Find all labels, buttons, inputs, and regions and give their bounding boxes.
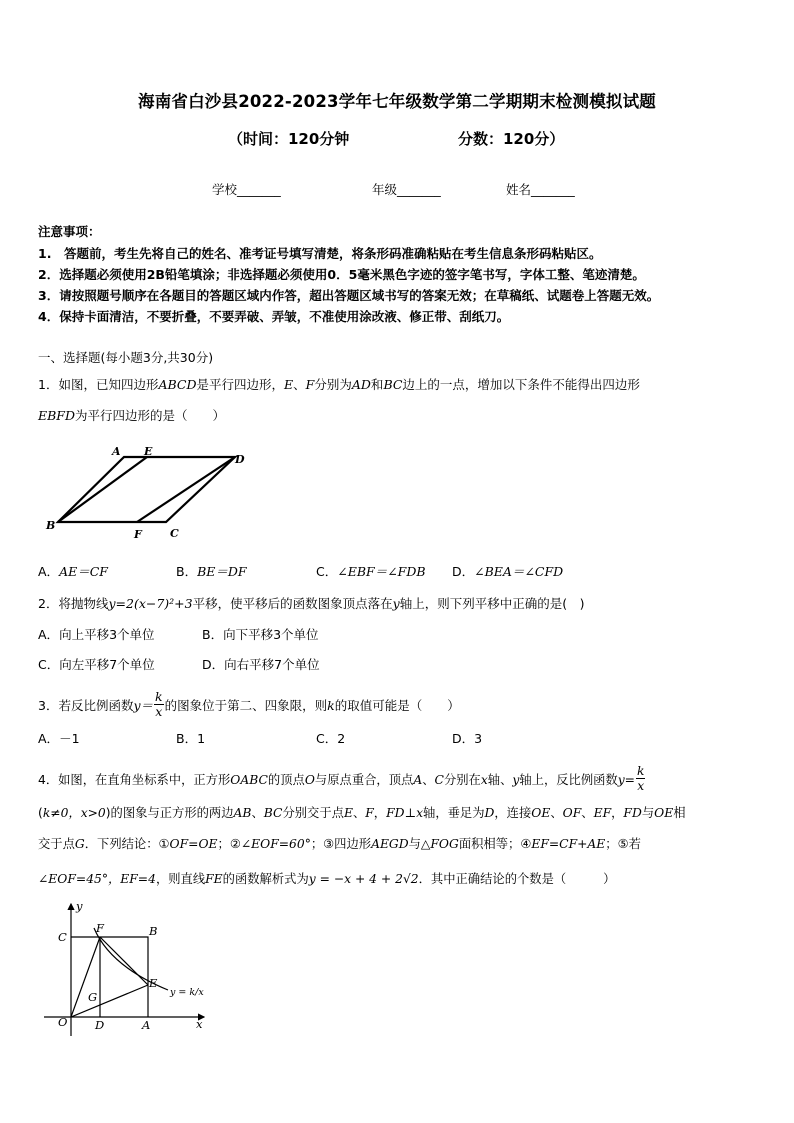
notes-heading: 注意事项：: [38, 224, 101, 239]
name-field: 姓名_______: [506, 182, 575, 197]
exam-score: 分数：120分）: [458, 130, 565, 148]
q3-option-b[interactable]: B．1: [176, 731, 206, 746]
exam-time: （时间：120分钟: [228, 130, 350, 148]
q3-option-c[interactable]: C．2: [316, 731, 346, 746]
fig-label: E: [149, 976, 158, 990]
fig-label: C: [170, 527, 179, 540]
fig-label: x: [196, 1017, 203, 1031]
fig-label: F: [96, 921, 104, 935]
q3-stem: 3．若反比例函数y＝ $\frac{k}{x}$ 的图象位于第二、四象限，则k的取值可能是（ ）: [38, 689, 460, 719]
note-item: 2．选择题必须使用2B铅笔填涂；非选择题必须使用0．5毫米黑色字迹的签字笔书写，字体工整、笔迹清楚。: [38, 267, 645, 282]
page-title: 海南省白沙县2022-2023学年七年级数学第二学期期末检测模拟试题: [138, 92, 656, 111]
q4-stem-line2: (k≠0，x>0)的图象与正方形的两边AB、BC分别交于点E、F，FD⊥x轴，垂足为D，连接OE、OF、EF，FD与OE相: [38, 806, 686, 820]
note-item: 4．保持卡面清洁，不要折叠，不要弄破、弄皱，不准使用涂改液、修正带、刮纸刀。: [38, 309, 510, 324]
grade-field: 年级_______: [372, 182, 441, 197]
school-field: 学校_______: [212, 182, 281, 197]
fig-label: A: [112, 445, 121, 458]
q2-option-d[interactable]: D．向右平移7个单位: [202, 657, 320, 672]
q1-option-c[interactable]: C．∠EBF＝∠FDB: [316, 564, 426, 579]
q3-option-a[interactable]: A．－1: [38, 731, 80, 746]
q1-option-a[interactable]: A．AE＝CF: [38, 564, 108, 579]
fig-label: y: [76, 899, 83, 913]
note-item: 1. 答题前，考生先将自己的姓名、准考证号填写清楚，将条形码准确粘贴在考生信息条形码粘贴区。: [38, 246, 602, 261]
q3-option-d[interactable]: D．3: [452, 731, 483, 746]
q1-parallelogram-figure: [40, 440, 255, 546]
q1-stem-line1: 1．如图，已知四边形ABCD是平行四边形，E、F分别为AD和BC边上的一点，增加以下条件不能得出四边形: [38, 377, 640, 392]
fig-label: F: [134, 528, 142, 541]
q2-stem: 2．将抛物线y=2(x−7)²+3平移，使平移后的函数图象顶点落在y轴上，则下列平移中正确的是( ): [38, 596, 585, 611]
q1-option-b[interactable]: B．BE＝DF: [176, 564, 247, 579]
q2-option-c[interactable]: C．向左平移7个单位: [38, 657, 155, 672]
fig-label: D: [235, 453, 245, 466]
note-item: 3．请按照题号顺序在各题目的答题区域内作答，超出答题区域书写的答案无效；在草稿纸、试题卷上答题无效。: [38, 288, 660, 303]
q1-stem-line2: EBFD为平行四边形的是（ ）: [38, 408, 226, 423]
q2-option-b[interactable]: B．向下平移3个单位: [202, 627, 319, 642]
q1-option-d[interactable]: D．∠BEA＝∠CFD: [452, 564, 564, 579]
fig-label: A: [142, 1018, 151, 1032]
q2-option-a[interactable]: A．向上平移3个单位: [38, 627, 155, 642]
fig-label: D: [95, 1018, 105, 1032]
fraction-k-over-x: $\frac{k}{x}$: [155, 689, 163, 719]
section-heading: 一、选择题(每小题3分,共30分): [38, 350, 214, 365]
q4-coordinate-figure: [36, 898, 226, 1043]
fig-label: C: [58, 930, 67, 944]
q4-stem-line1: 4．如图，在直角坐标系中，正方形OABC的顶点O与原点重合，顶点A、C分别在x轴、y轴上，反比例函数y= $\frac{k}{x}$: [38, 764, 645, 793]
fig-label: G: [88, 990, 98, 1004]
fig-label: B: [149, 924, 158, 938]
fraction-k-over-x: $\frac{k}{x}$: [637, 764, 645, 793]
fig-label: O: [58, 1015, 68, 1029]
q4-stem-line3: 交于点G．下列结论：①OF=OE；②∠EOF=60°；③四边形AEGD与△FOG面积相等；④EF=CF+AE；⑤若: [38, 837, 641, 851]
q4-stem-line4: ∠EOF=45°，EF=4，则直线FE的函数解析式为y = −x + 4 + 2√2．其中正确结论的个数是（ ）: [38, 872, 616, 886]
fig-label: E: [144, 445, 153, 458]
curve-label: y = k/x: [170, 987, 204, 998]
fig-label: B: [46, 519, 56, 532]
